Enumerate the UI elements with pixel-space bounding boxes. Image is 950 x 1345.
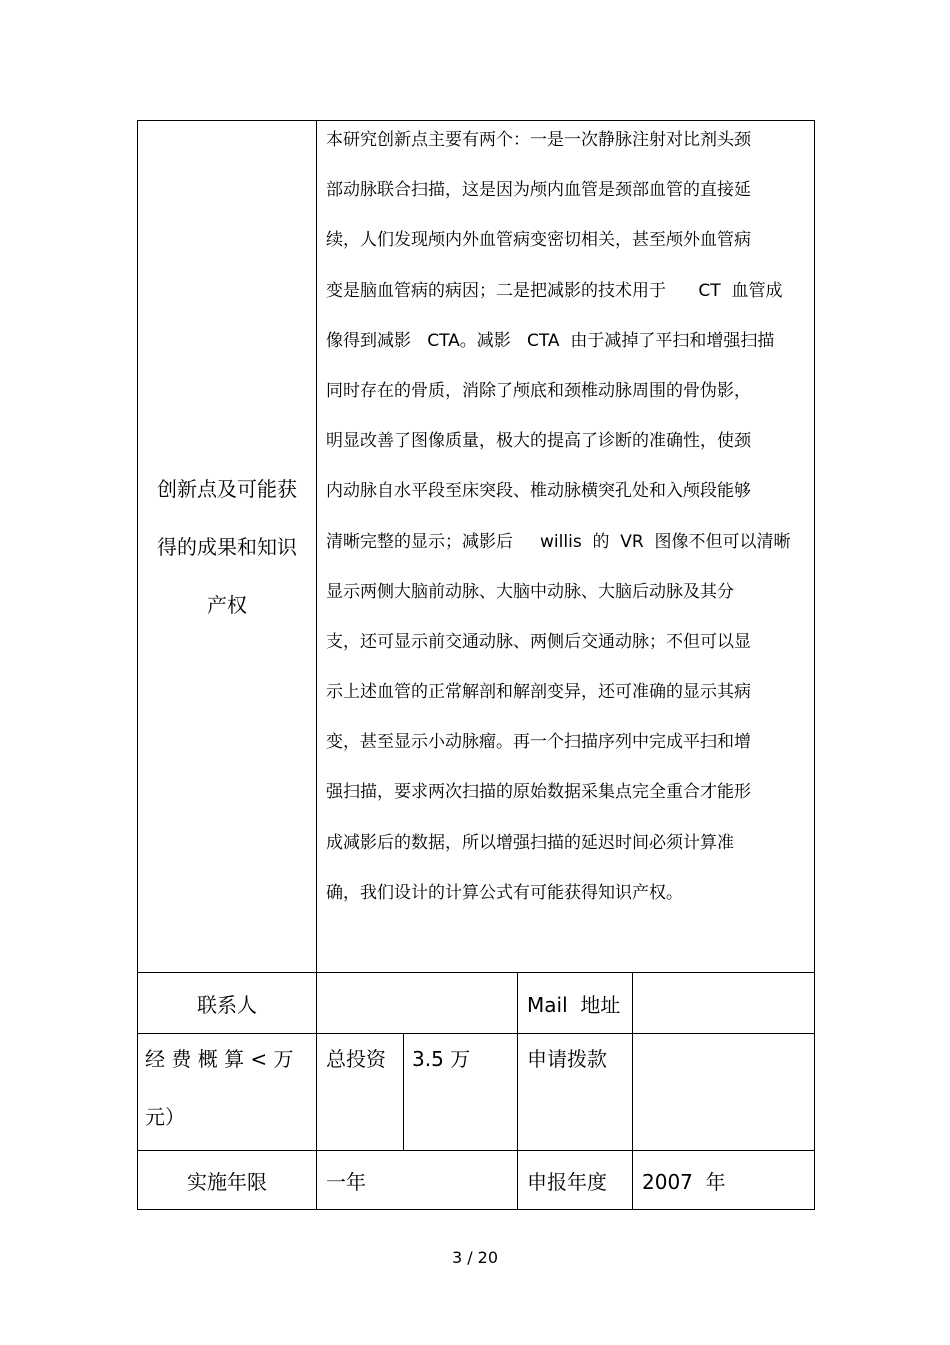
paragraph-line: 支，还可显示前交通动脉、两侧后交通动脉；不但可以显: [326, 631, 751, 652]
total-investment-label: 总投资: [326, 1047, 386, 1071]
paragraph-line: 确，我们设计的计算公式有可能获得知识产权。: [326, 882, 683, 903]
paragraph-line: 成减影后的数据，所以增强扫描的延迟时间必须计算准: [326, 832, 734, 853]
paragraph-line: 同时存在的骨质，消除了颅底和颈椎动脉周围的骨伪影，: [326, 380, 751, 401]
paragraph-line: 显示两侧大脑前动脉、大脑中动脉、大脑后动脉及其分: [326, 581, 734, 602]
mail-label: Mail 地址: [527, 992, 621, 1017]
innovation-label-line: 产权: [207, 592, 247, 617]
paragraph-line: 本研究创新点主要有两个：一是一次静脉注射对比剂头颈: [326, 130, 751, 150]
declaration-year-value: 2007 年: [642, 1169, 726, 1194]
paragraph-line: 变是脑血管病的病因；二是把减影的技术用于 CT 血管成: [326, 280, 783, 301]
apply-value-cell: [632, 1033, 815, 1151]
period-label: 实施年限: [187, 1169, 267, 1194]
innovation-label: [147, 460, 307, 634]
mail-value-cell: [632, 972, 815, 1034]
innovation-label-line: 创新点及可能获: [157, 476, 297, 501]
total-investment-value: 3.5 万: [412, 1047, 471, 1071]
apply-label-cell: [517, 1033, 633, 1151]
page-number: 3 / 20: [451, 1248, 499, 1267]
contact-label-cell: [137, 972, 317, 1034]
budget-label-line: 元）: [145, 1105, 185, 1129]
paragraph-line: 示上述血管的正常解剖和解剖变异，还可准确的显示其病: [326, 682, 751, 703]
paragraph-line: 部动脉联合扫描，这是因为颅内血管是颈部血管的直接延: [326, 180, 751, 201]
year-label-cell: [517, 1150, 633, 1210]
period-value: 一年: [326, 1169, 366, 1194]
contact-value-cell: [316, 972, 518, 1034]
innovation-content-cell: [316, 120, 815, 973]
paragraph-line: 明显改善了图像质量，极大的提高了诊断的准确性，使颈: [326, 431, 751, 452]
budget-label-cell: [137, 1033, 317, 1151]
paragraph-line: 清晰完整的显示；减影后 willis 的 VR 图像不但可以清晰: [326, 531, 791, 552]
total-value-cell: [403, 1033, 518, 1151]
mail-label-cell: [517, 972, 633, 1034]
period-value-cell: [316, 1150, 518, 1210]
paragraph-line: 强扫描，要求两次扫描的原始数据采集点完全重合才能形: [326, 782, 751, 803]
paragraph-line: 内动脉自水平段至床突段、椎动脉横突孔处和入颅段能够: [326, 481, 751, 502]
year-value-cell: [632, 1150, 815, 1210]
declaration-year-label: 申报年度: [527, 1169, 607, 1194]
paragraph-line: 像得到减影 CTA。减影 CTA 由于减掉了平扫和增强扫描: [326, 330, 775, 351]
period-label-cell: [137, 1150, 317, 1210]
apply-funding-label: 申请拨款: [527, 1047, 607, 1071]
budget-label-line: 经 费 概 算 < 万: [145, 1047, 294, 1071]
innovation-label-cell: [137, 120, 317, 973]
paragraph-line: 变，甚至显示小动脉瘤。再一个扫描序列中完成平扫和增: [326, 732, 751, 753]
paragraph-line: 续，人们发现颅内外血管病变密切相关，甚至颅外血管病: [326, 230, 751, 251]
innovation-label-line: 得的成果和知识: [157, 534, 297, 559]
contact-label: 联系人: [197, 992, 257, 1017]
innovation-paragraph: [326, 125, 806, 928]
total-label-cell: [316, 1033, 404, 1151]
